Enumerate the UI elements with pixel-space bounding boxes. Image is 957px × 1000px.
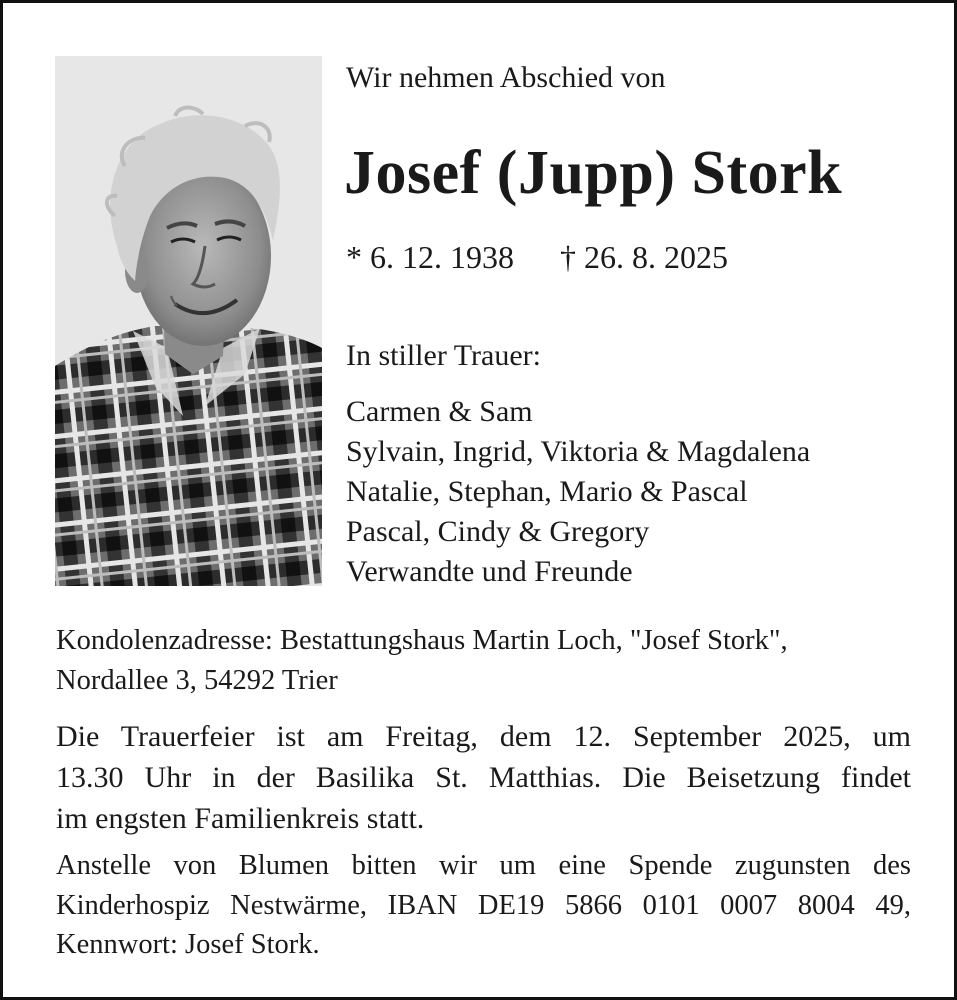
mourners-list <box>346 392 810 592</box>
mourner-line: Natalie, Stephan, Mario & Pascal <box>346 475 748 508</box>
ceremony-line: 13.30 Uhr in der Basilika St. Matthias. Die Beisetzung findet <box>56 761 911 794</box>
donation-info <box>56 846 911 965</box>
address-line: Nordallee 3, 54292 Trier <box>56 665 338 696</box>
address-line: Kondolenzadresse: Bestattungshaus Martin Loch, "Josef Stork", <box>56 625 788 656</box>
donation-line: Kennwort: Josef Stork. <box>56 929 320 960</box>
mourner-line: Carmen & Sam <box>346 395 533 428</box>
deceased-name: Josef (Jupp) Stork <box>344 139 843 207</box>
mourner-line: Sylvain, Ingrid, Viktoria & Magdalena <box>346 435 811 468</box>
condolence-address <box>56 621 916 701</box>
donation-line: Anstelle von Blumen bitten wir um eine Spende zugunsten des <box>56 850 911 881</box>
portrait-photo <box>55 56 322 586</box>
life-dates <box>346 235 728 279</box>
ceremony-info <box>56 716 911 839</box>
intro-text: Wir nehmen Abschied von <box>346 61 666 94</box>
mourner-line: Pascal, Cindy & Gregory <box>346 515 650 548</box>
mourning-label: In stiller Trauer: <box>346 339 541 372</box>
death-date: † 26. 8. 2025 <box>560 239 728 275</box>
birth-date: * 6. 12. 1938 <box>346 239 514 275</box>
mourner-line: Verwandte und Freunde <box>346 555 633 588</box>
ceremony-line: Die Trauerfeier ist am Freitag, dem 12. September 2025, um <box>56 720 911 753</box>
ceremony-line: im engsten Familienkreis statt. <box>56 802 425 835</box>
donation-line: Kinderhospiz Nestwärme, IBAN DE19 5866 0101 0007 8004 49, <box>56 889 911 921</box>
